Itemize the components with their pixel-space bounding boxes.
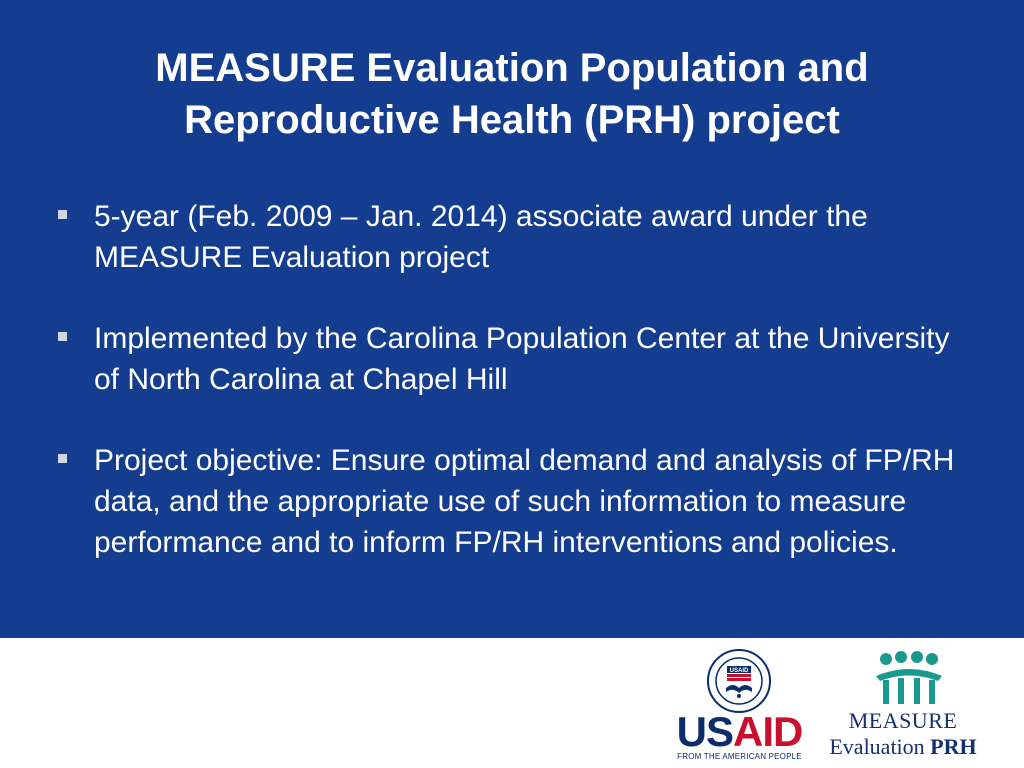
usaid-seal-label: USAID [729, 668, 749, 674]
bullet-item [56, 318, 976, 400]
prh-word: PRH [930, 734, 977, 759]
measure-evaluation-prh-logo [828, 650, 978, 764]
evaluation-prh-wordmark [828, 734, 978, 760]
usaid-word-us: US [676, 708, 733, 755]
square-bullet-icon [58, 210, 67, 219]
bullet-item [56, 196, 976, 278]
bullet-text: Implemented by the Carolina Population Center at the University of North Carolina at Chapel Hill [94, 322, 950, 396]
slide-title: MEASURE Evaluation Population and Reproductive Health (PRH) project [155, 46, 869, 142]
square-bullet-icon [58, 454, 67, 463]
usaid-wordmark [672, 710, 807, 754]
evaluation-word: Evaluation [829, 734, 931, 759]
bullet-text: 5-year (Feb. 2009 – Jan. 2014) associate award under the MEASURE Evaluation project [94, 200, 868, 274]
slide-footer [0, 638, 1024, 768]
usaid-word-aid: AID [733, 708, 803, 755]
bullet-text: Project objective: Ensure optimal demand and analysis of FP/RH data, and the appropriate use of such information to measure performance and to inform FP/RH interventions and policies. [94, 444, 955, 559]
square-bullet-icon [58, 332, 67, 341]
usaid-tagline: FROM THE AMERICAN PEOPLE [677, 752, 802, 761]
bullet-list [56, 196, 976, 603]
usaid-seal-icon [706, 648, 772, 714]
usaid-logo [672, 648, 807, 764]
people-group-icon [874, 650, 944, 708]
bullet-item [56, 440, 976, 563]
measure-wordmark: MEASURE [848, 708, 958, 733]
